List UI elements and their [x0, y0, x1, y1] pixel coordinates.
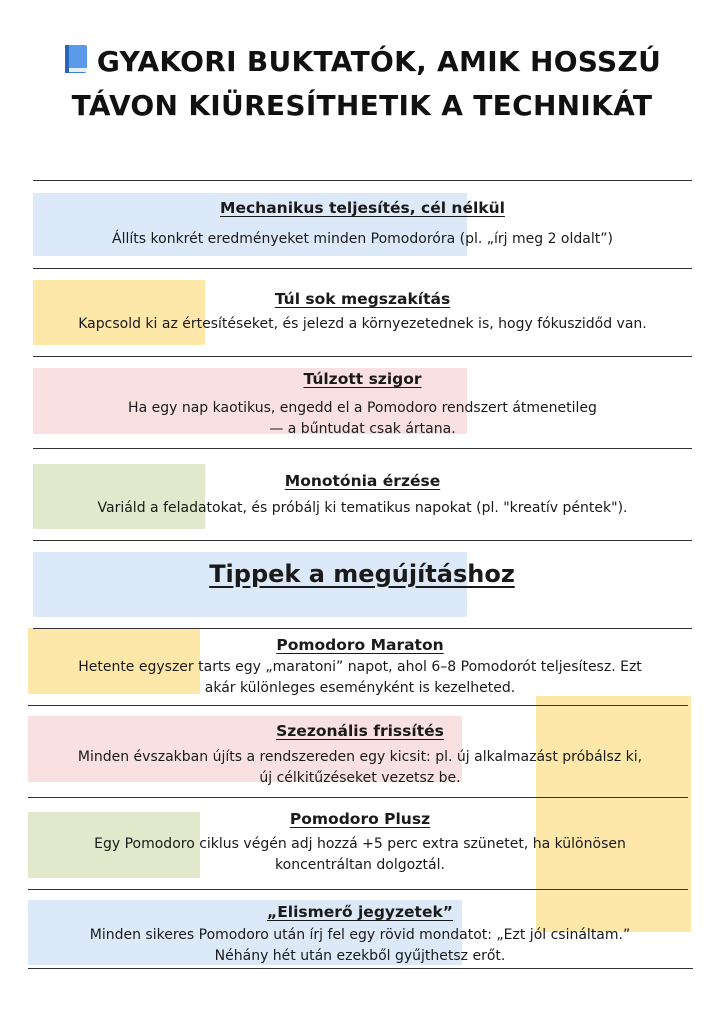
- pitfall-card: [33, 369, 692, 440]
- tip-heading: Szezonális frissítés: [276, 722, 444, 740]
- divider: [33, 448, 692, 449]
- pitfall-heading: Monotónia érzése: [284, 472, 441, 490]
- divider: [33, 268, 692, 269]
- tip-card: [28, 635, 692, 699]
- tip-heading: Pomodoro Maraton: [276, 636, 444, 654]
- divider: [28, 705, 688, 706]
- divider: [33, 628, 692, 629]
- tip-card: [28, 721, 692, 789]
- tip-text-line-2: akár különleges eseményként is kezelheted.: [204, 680, 516, 696]
- divider: [33, 540, 692, 541]
- divider: [33, 180, 692, 181]
- pitfall-text: Kapcsold ki az értesítéseket, és jelezd a környezetednek is, hogy fókuszidőd van.: [78, 316, 647, 332]
- pitfall-heading: Túl sok megszakítás: [274, 290, 451, 308]
- pitfall-card: [33, 198, 692, 250]
- divider: [28, 797, 688, 798]
- pitfall-card: [33, 471, 692, 519]
- tip-text-line-2: új célkitűzéseket vezetsz be.: [259, 770, 461, 786]
- tip-text-line-1: Minden évszakban újíts a rendszereden egy kicsit: pl. új alkalmazást próbálsz ki,: [77, 749, 643, 765]
- tips-section-title: Tippek a megújításhoz: [209, 560, 515, 588]
- divider: [28, 889, 688, 890]
- tip-text-line-1: Minden sikeres Pomodoro után írj fel egy rövid mondatot: „Ezt jól csináltam.”: [89, 927, 631, 943]
- pitfall-heading: Mechanikus teljesítés, cél nélkül: [220, 199, 505, 217]
- page-title: [0, 40, 724, 128]
- divider: [28, 968, 693, 969]
- divider: [33, 356, 692, 357]
- pitfall-text-line-1: Ha egy nap kaotikus, engedd el a Pomodoro rendszert átmenetileg: [128, 400, 597, 416]
- pitfall-card: [33, 289, 692, 335]
- title-line-2: TÁVON KIÜRESÍTHETIK A TECHNIKÁT: [71, 89, 653, 122]
- tip-heading: „Elismerő jegyzetek”: [267, 903, 453, 921]
- pitfall-text: Variáld a feladatokat, és próbálj ki tematikus napokat (pl. "kreatív péntek").: [97, 500, 628, 516]
- tip-text-line-2: koncentráltan dolgoztál.: [275, 857, 445, 873]
- title-line-1: [0, 40, 724, 84]
- tip-heading: Pomodoro Plusz: [289, 810, 431, 828]
- tip-text-line-1: Hetente egyszer tarts egy „maratoni” napot, ahol 6–8 Pomodorót teljesítesz. Ezt: [78, 659, 642, 675]
- blue-book-icon: [63, 43, 89, 75]
- tip-card: [28, 902, 692, 967]
- tip-text-line-1: Egy Pomodoro ciklus végén adj hozzá +5 perc extra szünetet, ha különösen: [94, 836, 626, 852]
- tip-text-line-2: Néhány hét után ezekből gyűjthetsz erőt.: [214, 948, 506, 964]
- tip-card: [28, 809, 692, 876]
- title-text-1: GYAKORI BUKTATÓK, AMIK HOSSZÚ: [96, 45, 662, 78]
- pitfall-heading: Túlzott szigor: [303, 370, 422, 388]
- pitfall-text-line-2: — a bűntudat csak ártana.: [269, 421, 456, 437]
- pitfall-text: Állíts konkrét eredményeket minden Pomodoróra (pl. „írj meg 2 oldalt”): [112, 231, 613, 247]
